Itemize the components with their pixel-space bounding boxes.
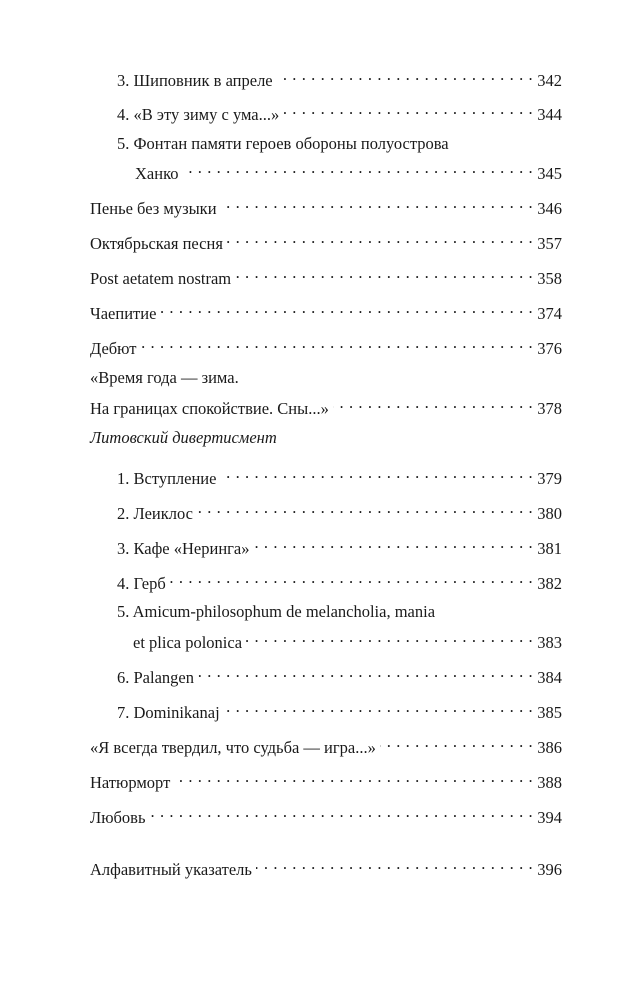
page-number: 385 [537,703,562,722]
page-number: 396 [537,860,562,879]
toc-entry [90,192,562,218]
dot-leader [220,462,533,484]
entry-title: «Я всегда твердил, что судьба — игра...» [90,738,376,757]
page-number: 388 [537,773,562,792]
dot-leader [283,98,533,120]
toc-entry [117,532,562,558]
toc-entry [117,661,562,687]
entry-title: et plica polonica [133,633,243,652]
dot-leader [256,853,533,875]
dot-leader [380,731,533,753]
dot-leader [254,532,534,554]
toc-entry [90,262,562,288]
dot-leader [277,64,534,86]
page-number: 394 [537,808,562,827]
dot-leader [224,696,534,718]
toc-entry [117,462,562,488]
entry-title: Post aetatem nostram [90,269,232,288]
page-number: 342 [537,71,562,90]
toc-entry [90,332,562,358]
entry-title: 4. Герб [117,574,166,593]
dot-leader [227,227,533,249]
dot-leader [235,262,533,284]
section-heading: Литовский дивертисмент [90,428,277,447]
toc-entry [117,98,562,124]
entry-title: Любовь [90,808,146,827]
dot-leader [246,626,533,648]
toc-entry [90,766,562,792]
toc-entry [117,696,562,722]
toc-entry [117,567,562,593]
dot-leader [183,157,534,179]
toc-entry [90,392,562,418]
toc-entry [133,626,562,652]
dot-leader [174,766,533,788]
page-number: 376 [537,339,562,358]
entry-title: Алфавитный указатель [90,860,252,879]
dot-leader [160,297,533,319]
entry-title-line1: «Время года — зима. [90,368,239,387]
entry-title: Натюрморт [90,773,171,792]
entry-title: 4. «В эту зиму с ума...» [117,105,280,124]
page-number: 379 [537,469,562,488]
toc-entry [117,497,562,523]
dot-leader [198,661,533,683]
dot-leader [170,567,533,589]
toc-entry [90,297,562,323]
page-number: 358 [537,269,562,288]
page-number: 381 [537,539,562,558]
page-number: 380 [537,504,562,523]
entry-title: 3. Шиповник в апреле [117,71,273,90]
page-number: 386 [537,738,562,757]
toc-entry [135,157,562,183]
entry-title: 6. Palangen [117,668,194,687]
dot-leader [141,332,534,354]
page-number: 357 [537,234,562,253]
dot-leader [333,392,533,414]
entry-title-line1: 5. Amicum-philosophum de melancholia, mania [117,602,436,621]
entry-title-line1: 5. Фонтан памяти героев обороны полуострова [117,134,449,153]
entry-title: Дебют [90,339,137,358]
toc-entry [117,64,562,90]
page-number: 378 [537,399,562,418]
page-number: 344 [537,105,562,124]
entry-title: Чаепитие [90,304,157,323]
dot-leader [221,192,534,214]
toc-entry [90,227,562,253]
page-number: 374 [537,304,562,323]
page-number: 382 [537,574,562,593]
entry-title: На границах спокойствие. Сны...» [90,399,329,418]
entry-title: 3. Кафе «Неринга» [117,539,250,558]
entry-title: 7. Dominikanaj [117,703,220,722]
entry-title: 2. Леиклос [117,504,193,523]
entry-title: Октябрьская песня [90,234,223,253]
page-number: 383 [537,633,562,652]
page-number: 345 [537,164,562,183]
entry-title: Ханко [135,164,179,183]
page-number: 346 [537,199,562,218]
page-number: 384 [537,668,562,687]
toc-entry [90,801,562,827]
entry-title: Пенье без музыки [90,199,217,218]
dot-leader [197,497,533,519]
toc-entry [90,731,562,757]
toc-entry [90,853,562,879]
entry-title: 1. Вступление [117,469,217,488]
dot-leader [149,801,533,823]
